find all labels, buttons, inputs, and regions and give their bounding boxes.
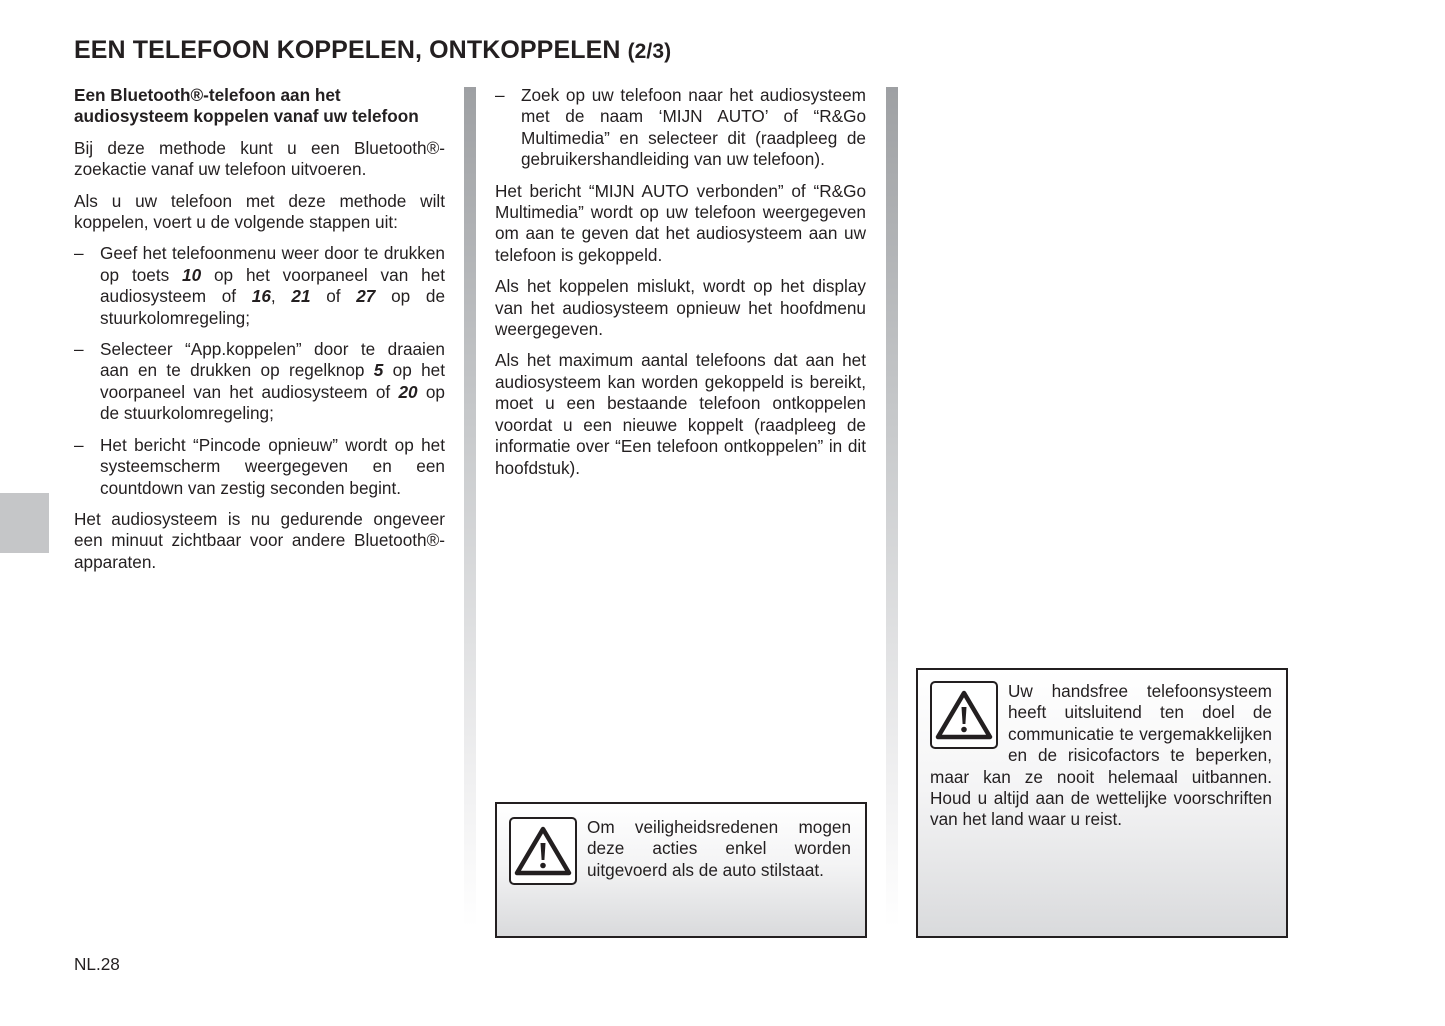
warning-triangle-icon <box>509 817 577 885</box>
step-text: op het voorpaneel van het audiosysteem of <box>100 264 445 307</box>
step-text: op de stuurkolomregeling; <box>100 286 446 328</box>
paragraph-failed: Als het koppelen mislukt, wordt op het display van het audiosysteem opnieuw het hoofdmenu weergegeven. <box>495 276 866 340</box>
button-number: 16 <box>251 286 271 307</box>
button-number: 20 <box>398 381 418 402</box>
warning-text: Om veiligheidsredenen mogen deze acties enkel worden uitgevoerd als de auto stilstaat. <box>587 817 851 880</box>
list-item <box>74 339 445 425</box>
step-text: Selecteer “App.koppelen” door te draaien aan en te drukken op regelknop <box>100 339 445 381</box>
warning-box-safety <box>495 802 867 938</box>
section-tab <box>0 493 49 553</box>
step-text: Geef het telefoonmenu weer door te drukken op toets <box>100 243 445 285</box>
column-separator <box>464 87 476 927</box>
paragraph-connected: Het bericht “MIJN AUTO verbonden” of “R&Go Multimedia” wordt op uw telefoon weergegeven om aan te geven dat het audiosysteem aan uw telefoon is gekoppeld. <box>495 180 866 265</box>
step-text: , <box>270 286 292 307</box>
button-number: 27 <box>356 286 376 307</box>
steps-list <box>74 243 445 498</box>
page-number: NL.28 <box>74 954 120 974</box>
title-text: EEN TELEFOON KOPPELEN, ONTKOPPELEN <box>74 36 621 64</box>
warning-box-handsfree <box>916 668 1288 938</box>
button-number: 10 <box>182 264 202 285</box>
button-number: 5 <box>373 360 384 381</box>
paragraph-visibility: Het audiosysteem is nu gedurende ongeveer een minuut zichtbaar voor andere Bluetooth®-apparaten. <box>74 508 445 572</box>
steps-list-continued <box>495 85 866 171</box>
column-left <box>74 85 445 583</box>
warning-triangle-icon <box>930 681 998 749</box>
column-middle <box>495 85 866 489</box>
list-item: – Zoek op uw telefoon naar het audiosysteem met de naam ‘MIJN AUTO’ of “R&Go Multimedia” en selecteer dit (raadpleeg de gebruikershandleiding van uw telefoon). <box>495 85 866 171</box>
list-item: – Het bericht “Pincode opnieuw” wordt op het systeemscherm weergegeven en een countdown van zestig seconden begint. <box>74 435 445 499</box>
title-part: (2/3) <box>627 40 672 63</box>
step-text: of <box>310 286 357 307</box>
paragraph-method-intro: Bij deze methode kunt u een Bluetooth®-zoekactie vanaf uw telefoon uitvoeren. <box>74 137 445 180</box>
warning-text: Uw handsfree telefoonsysteem heeft uitsluitend ten doel de communicatie te vergemakkelijken en de risicofactors te beperken, maar kan ze nooit helemaal uitbannen. Houd u altijd aan de wettelijke voorschriften van het land waar u reist. <box>930 681 1272 830</box>
list-item <box>74 243 445 329</box>
column-separator <box>886 87 898 927</box>
button-number: 21 <box>291 286 311 307</box>
paragraph-maximum: Als het maximum aantal telefoons dat aan het audiosysteem kan worden gekoppeld is bereikt, moet u een bestaande telefoon ontkoppelen voordat u een nieuwe koppelt (raadpleeg de informatie over “Een telefoon ontkoppelen” in dit hoofdstuk). <box>495 350 866 478</box>
paragraph-steps-intro: Als u uw telefoon met deze methode wilt koppelen, voert u de volgende stappen uit: <box>74 190 445 233</box>
step-text: op het voorpaneel van het audiosysteem of <box>100 360 445 402</box>
step-text: op de stuurkolomregeling; <box>100 381 445 424</box>
page-title <box>74 36 671 65</box>
section-subheading: Een Bluetooth®-telefoon aan het audiosysteem koppelen vanaf uw telefoon <box>74 85 419 127</box>
